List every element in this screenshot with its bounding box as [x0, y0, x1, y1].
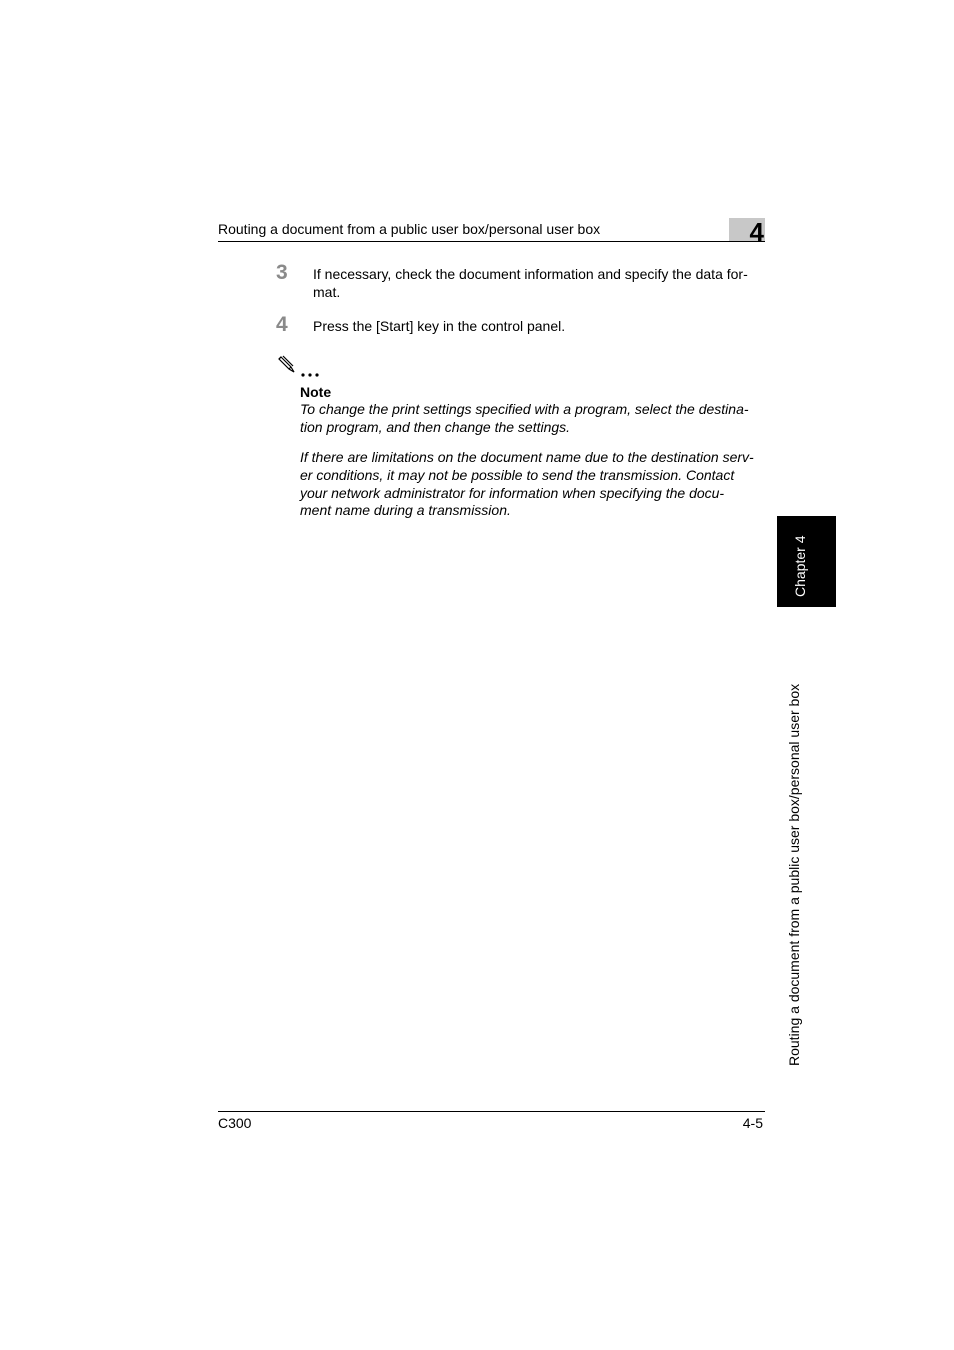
step-number: 3	[276, 261, 288, 284]
running-header-title: Routing a document from a public user box/personal user box	[218, 221, 601, 237]
chapter-number: 4	[749, 217, 764, 247]
chapter-side-tab-label: Chapter 4	[792, 535, 808, 597]
step-text: Press the [Start] key in the control panel.	[313, 318, 566, 334]
note-label: Note	[300, 384, 332, 400]
note-paragraph: To change the print settings specified with a program, select the destina- tion program, and then change the settings.	[300, 401, 749, 435]
step-text: If necessary, check the document information and specify the data for- mat.	[313, 266, 748, 300]
page-number: 4-5	[742, 1115, 763, 1131]
header-divider	[218, 241, 765, 242]
note-paragraph: If there are limitations on the document name due to the destination serv- er conditions, it may not be possible to send the transmission. Contact your network administrator for information when specifying the docu- ment name during a transmission.	[300, 449, 754, 519]
footer-model: C300	[218, 1115, 252, 1131]
pencil-note-icon	[278, 354, 326, 378]
step-number: 4	[276, 313, 288, 336]
footer-divider	[218, 1111, 765, 1112]
side-section-title: Routing a document from a public user box/personal user box	[786, 683, 802, 1066]
